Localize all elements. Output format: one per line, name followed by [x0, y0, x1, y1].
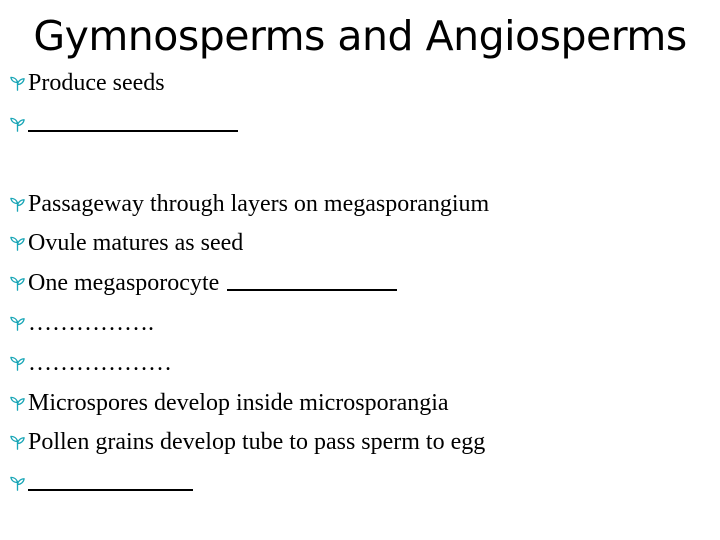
bullet-text: Produce seeds — [28, 69, 165, 96]
fill-in-blank — [28, 489, 193, 491]
bullet-item — [8, 305, 154, 341]
bullet-text: One megasporocyte — [28, 269, 220, 296]
bullet-text: Ovule matures as seed — [28, 229, 244, 256]
bullet-item — [8, 65, 165, 101]
bullet-item — [8, 265, 397, 301]
sprout-icon — [8, 74, 27, 93]
sprout-icon — [8, 115, 27, 134]
fill-in-blank — [227, 289, 397, 291]
fill-in-blank — [28, 130, 238, 132]
bullet-text: Microspores develop inside microsporangia — [28, 389, 449, 416]
bullet-text: Passageway through layers on megasporangium — [28, 190, 490, 217]
sprout-icon — [8, 314, 27, 333]
sprout-icon — [8, 234, 27, 253]
bullet-item — [8, 385, 449, 421]
bullet-item — [8, 465, 193, 501]
bullet-item — [8, 106, 238, 142]
bullet-text: Pollen grains develop tube to pass sperm to egg — [28, 428, 486, 455]
bullet-item — [8, 225, 243, 261]
sprout-icon — [8, 433, 27, 452]
sprout-icon — [8, 195, 27, 214]
sprout-icon — [8, 274, 27, 293]
bullet-item — [8, 186, 489, 222]
bullet-item — [8, 424, 485, 460]
sprout-icon — [8, 394, 27, 413]
sprout-icon — [8, 474, 27, 493]
bullet-text: ……………. — [28, 309, 154, 336]
sprout-icon — [8, 354, 27, 373]
bullet-text: ……………… — [28, 349, 172, 376]
slide-title: Gymnosperms and Angiosperms — [33, 12, 687, 60]
bullet-item — [8, 345, 172, 381]
